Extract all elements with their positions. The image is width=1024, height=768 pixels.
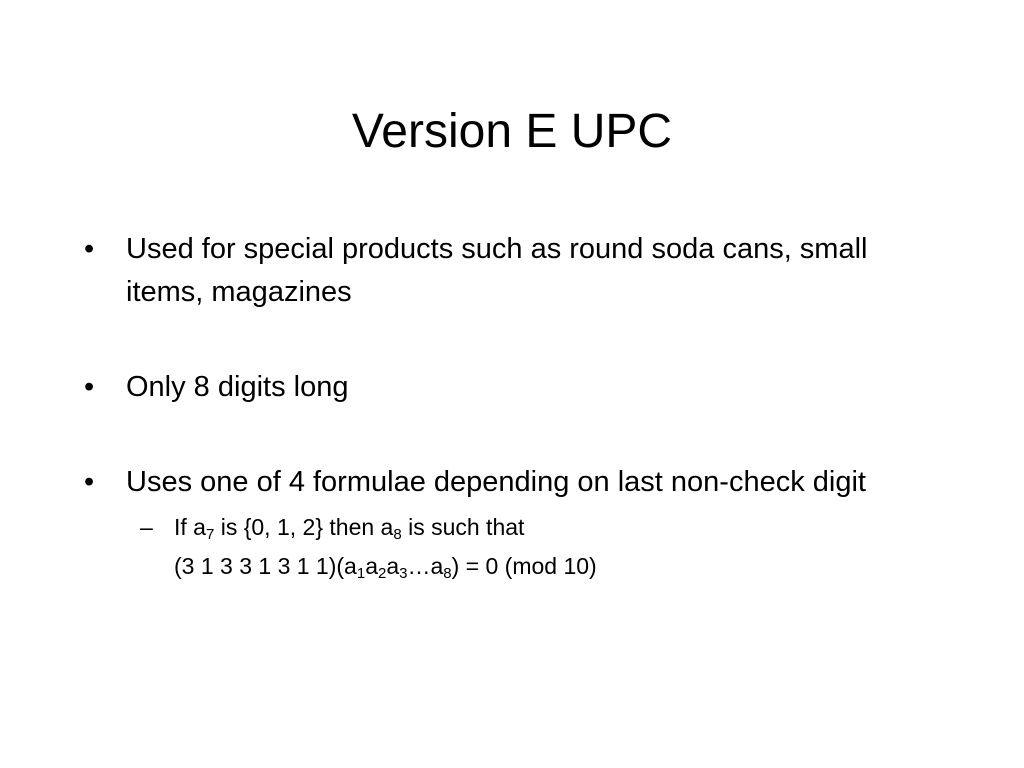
bullet-item xyxy=(84,366,944,409)
bullet-marker: • xyxy=(84,466,95,498)
sub-bullet-item xyxy=(126,510,944,545)
bullet-item xyxy=(84,461,944,584)
bullet-list xyxy=(84,228,944,584)
sub-bullet-text: If $a_7$ is {0, 1, 2} then $a_8$ is such that xyxy=(174,514,525,543)
slide-title: Version E UPC xyxy=(351,105,673,158)
bullet-marker: • xyxy=(84,371,95,403)
bullet-text: Uses one of 4 formulae depending on last non-check digit xyxy=(126,466,866,498)
bullet-text: Used for special products such as round soda cans, small items, magazines xyxy=(126,233,868,308)
formula-line: (3 1 3 3 1 3 1 $1)(a_1a_2a_3\dots a_8) = 0$ (mod 10) xyxy=(174,553,597,582)
bullet-marker: • xyxy=(84,233,95,265)
bullet-text: Only 8 digits long xyxy=(126,371,349,403)
sub-bullet-list xyxy=(126,510,944,545)
bullet-item xyxy=(84,228,944,314)
sub-bullet-marker: – xyxy=(140,514,153,540)
